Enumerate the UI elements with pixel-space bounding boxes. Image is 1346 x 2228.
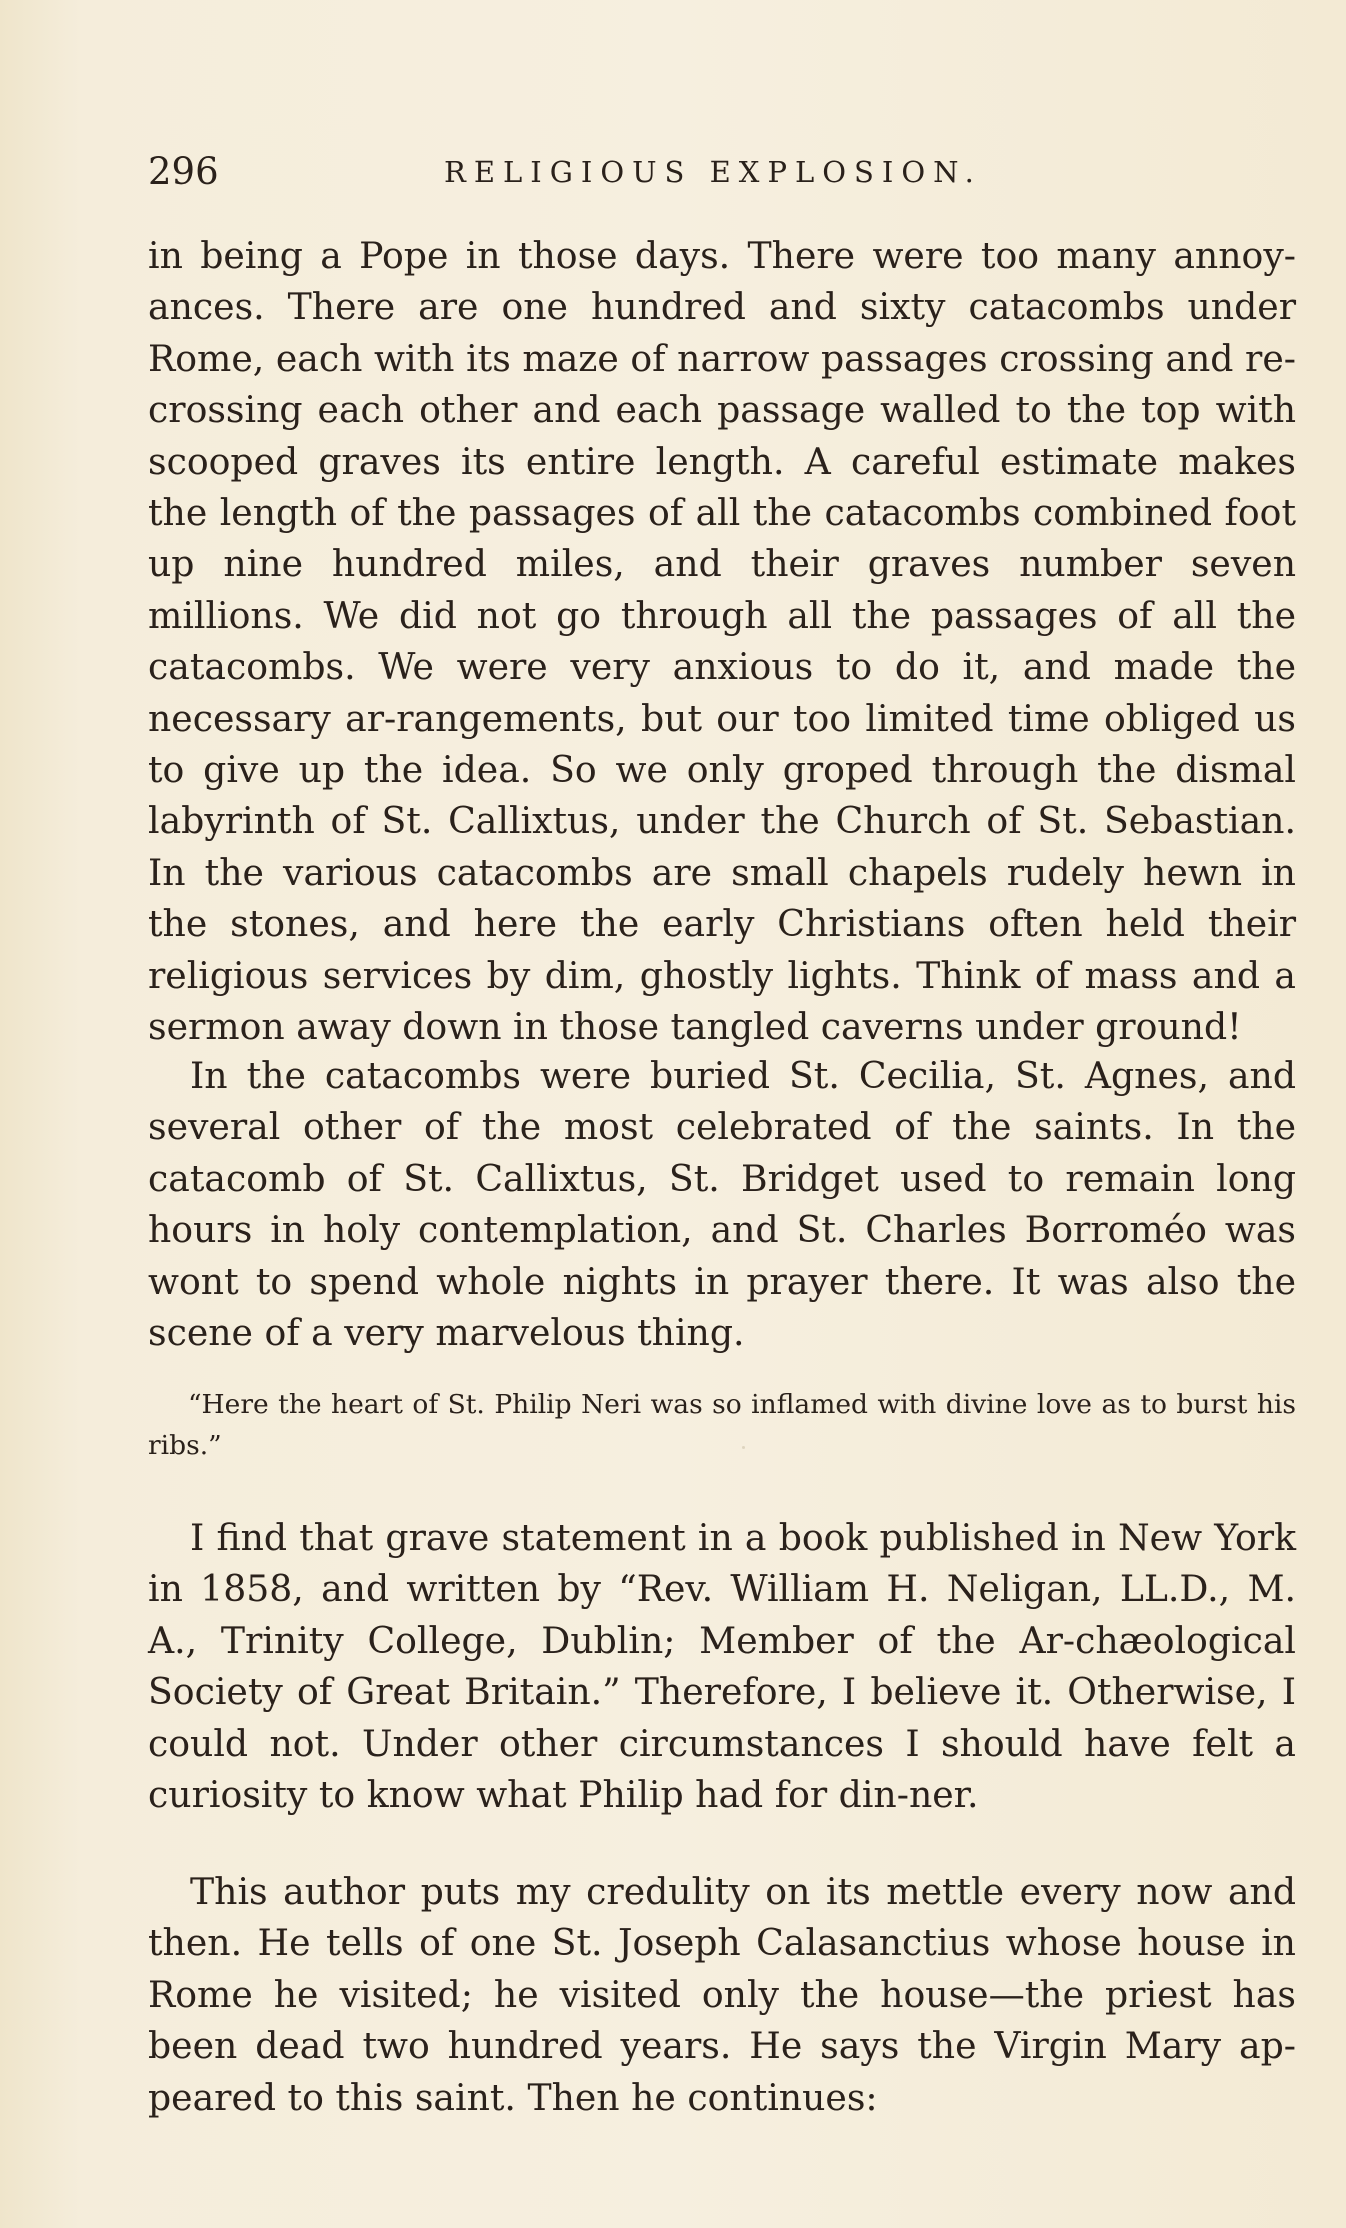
page-number: 296 <box>148 150 219 193</box>
page-header <box>148 150 1298 194</box>
running-head: RELIGIOUS EXPLOSION. <box>444 155 982 189</box>
paragraph-text: in being a Pope in those days. There were too many annoy-ances. There are one hundred and sixty catacombs under Rome, each with its maze of narrow passages crossing and re-crossing each other and each passage walled to the top with scooped graves its entire length. A careful estimate makes the length of the passages of all the catacombs combined foot up nine hundred miles, and their graves number seven millions. We did not go through all the passages of all the catacombs. We were very anxious to do it, and made the necessary ar-rangements, but our too limited time obliged us to give up the idea. So we only groped through the dismal labyrinth of St. Callixtus, under the Church of St. Sebastian. In the various catacombs are small chapels rudely hewn in the stones, and here the early Christians often held their religious services by dim, ghostly lights. Think of mass and a sermon away down in those tangled caverns under ground! <box>148 234 1296 1049</box>
paragraph-catacombs <box>148 230 1296 1053</box>
block-quote <box>148 1384 1296 1466</box>
quote-text: “Here the heart of St. Philip Neri was so inflamed with divine love as to burst his ribs.” <box>148 1389 1296 1461</box>
paragraph-saints <box>148 1050 1296 1358</box>
paragraph-neligan <box>148 1512 1296 1820</box>
ink-speck <box>742 1446 745 1449</box>
paragraph-text: In the catacombs were buried St. Cecilia, St. Agnes, and several other of the most celebrated of the saints. In the catacomb of St. Callixtus, St. Bridget used to remain long hours in holy contemplation, and St. Charles Borroméo was wont to spend whole nights in prayer there. It was also the scene of a very marvelous thing. <box>148 1054 1296 1355</box>
paragraph-text: This author puts my credulity on its mettle every now and then. He tells of one St. Joseph Calasanctius whose house in Rome he visited; he visited only the house—the priest has been dead two hundred years. He says the Virgin Mary ap-peared to this saint. Then he continues: <box>148 1870 1296 2119</box>
paragraph-text: I find that grave statement in a book published in New York in 1858, and written by “Rev. William H. Neligan, LL.D., M. A., Trinity College, Dublin; Member of the Ar-chæological Society of Great Britain.” Therefore, I believe it. Otherwise, I could not. Under other circumstances I should have felt a curiosity to know what Philip had for din-ner. <box>148 1516 1296 1817</box>
paragraph-calasanctius <box>148 1866 1296 2123</box>
